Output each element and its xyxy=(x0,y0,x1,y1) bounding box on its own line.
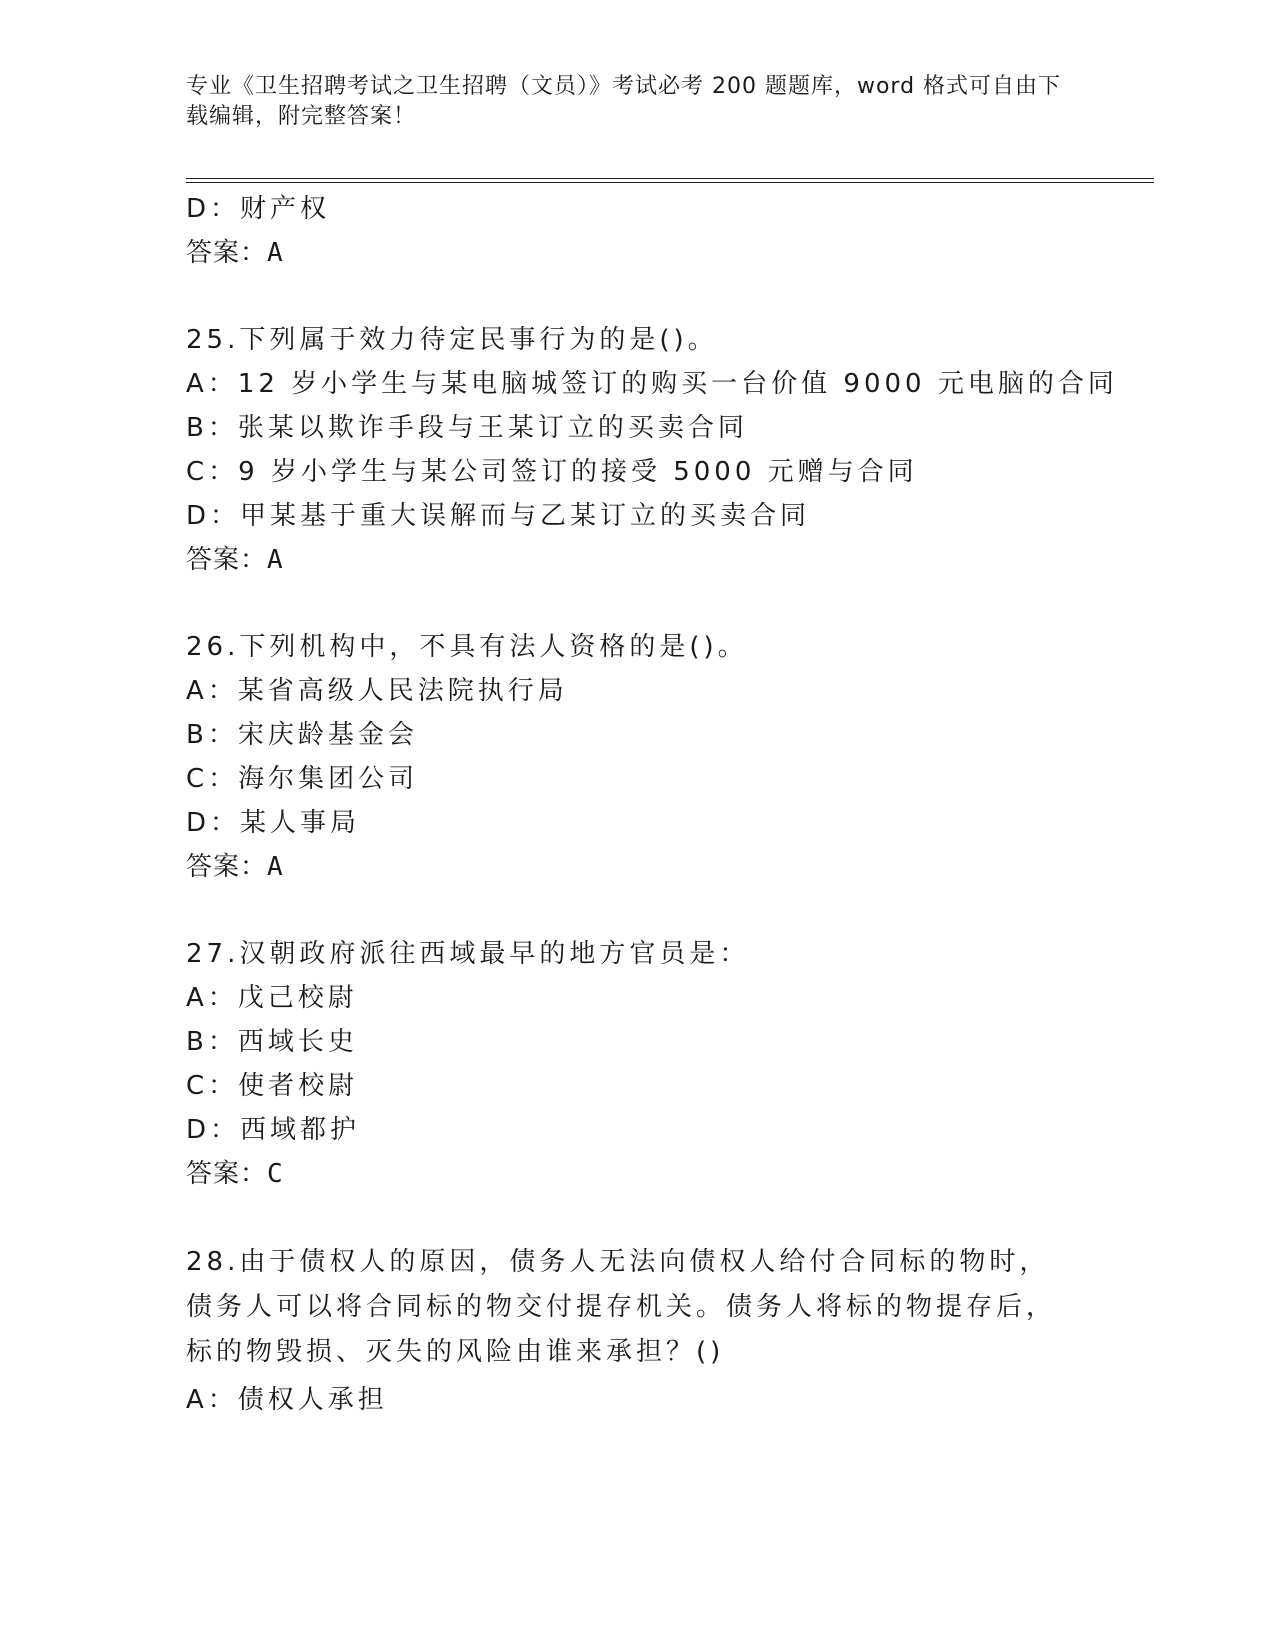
header-rule-bottom xyxy=(186,182,1154,183)
q25-option-a: A：12 岁小学生与某电脑城签订的购买一台价值 9000 元电脑的合同 xyxy=(186,369,1118,399)
q28-option-a: A：债权人承担 xyxy=(186,1385,388,1415)
q27-option-a: A：戊己校尉 xyxy=(186,983,358,1013)
q27-option-b: B：西域长史 xyxy=(186,1027,358,1057)
q26-option-b: B：宋庆龄基金会 xyxy=(186,720,418,750)
page-header: 专业《卫生招聘考试之卫生招聘（文员）》考试必考 200 题题库，word 格式可自由下载编辑，附完整答案！ xyxy=(186,74,1062,129)
header-rule-top xyxy=(186,178,1154,179)
q25-option-c: C：9 岁小学生与某公司签订的接受 5000 元赠与合同 xyxy=(186,457,918,487)
prev-option-d: D：财产权 xyxy=(186,194,331,224)
q26-answer xyxy=(186,850,283,884)
answer-value: C xyxy=(267,1159,283,1189)
q26-option-c: C：海尔集团公司 xyxy=(186,764,419,794)
q25-answer xyxy=(186,543,283,577)
answer-value: A xyxy=(267,545,283,575)
answer-label: 答案： xyxy=(186,545,268,575)
q28-stem: 28.由于债权人的原因，债务人无法向债权人给付合同标的物时，债务人可以将合同标的物交付提存机关。债务人将标的物提存后，标的物毁损、灭失的风险由谁来承担？() xyxy=(186,1247,1057,1367)
q26-option-a: A：某省高级人民法院执行局 xyxy=(186,676,568,706)
answer-label: 答案： xyxy=(186,238,268,268)
answer-value: A xyxy=(267,852,283,882)
q27-answer xyxy=(186,1157,283,1191)
answer-label: 答案： xyxy=(186,1159,268,1189)
answer-value: A xyxy=(267,238,283,268)
q27-option-d: D：西域都护 xyxy=(186,1115,361,1145)
q27-option-c: C：使者校尉 xyxy=(186,1071,359,1101)
prev-answer xyxy=(186,236,283,270)
q25-option-d: D：甲某基于重大误解而与乙某订立的买卖合同 xyxy=(186,501,811,531)
q25-option-b: B：张某以欺诈手段与王某订立的买卖合同 xyxy=(186,413,748,443)
answer-label: 答案： xyxy=(186,852,268,882)
q27-stem: 27.汉朝政府派往西域最早的地方官员是： xyxy=(186,939,750,969)
q26-stem: 26.下列机构中，不具有法人资格的是()。 xyxy=(186,632,748,662)
q25-stem: 25.下列属于效力待定民事行为的是()。 xyxy=(186,325,718,355)
q26-option-d: D：某人事局 xyxy=(186,808,361,838)
